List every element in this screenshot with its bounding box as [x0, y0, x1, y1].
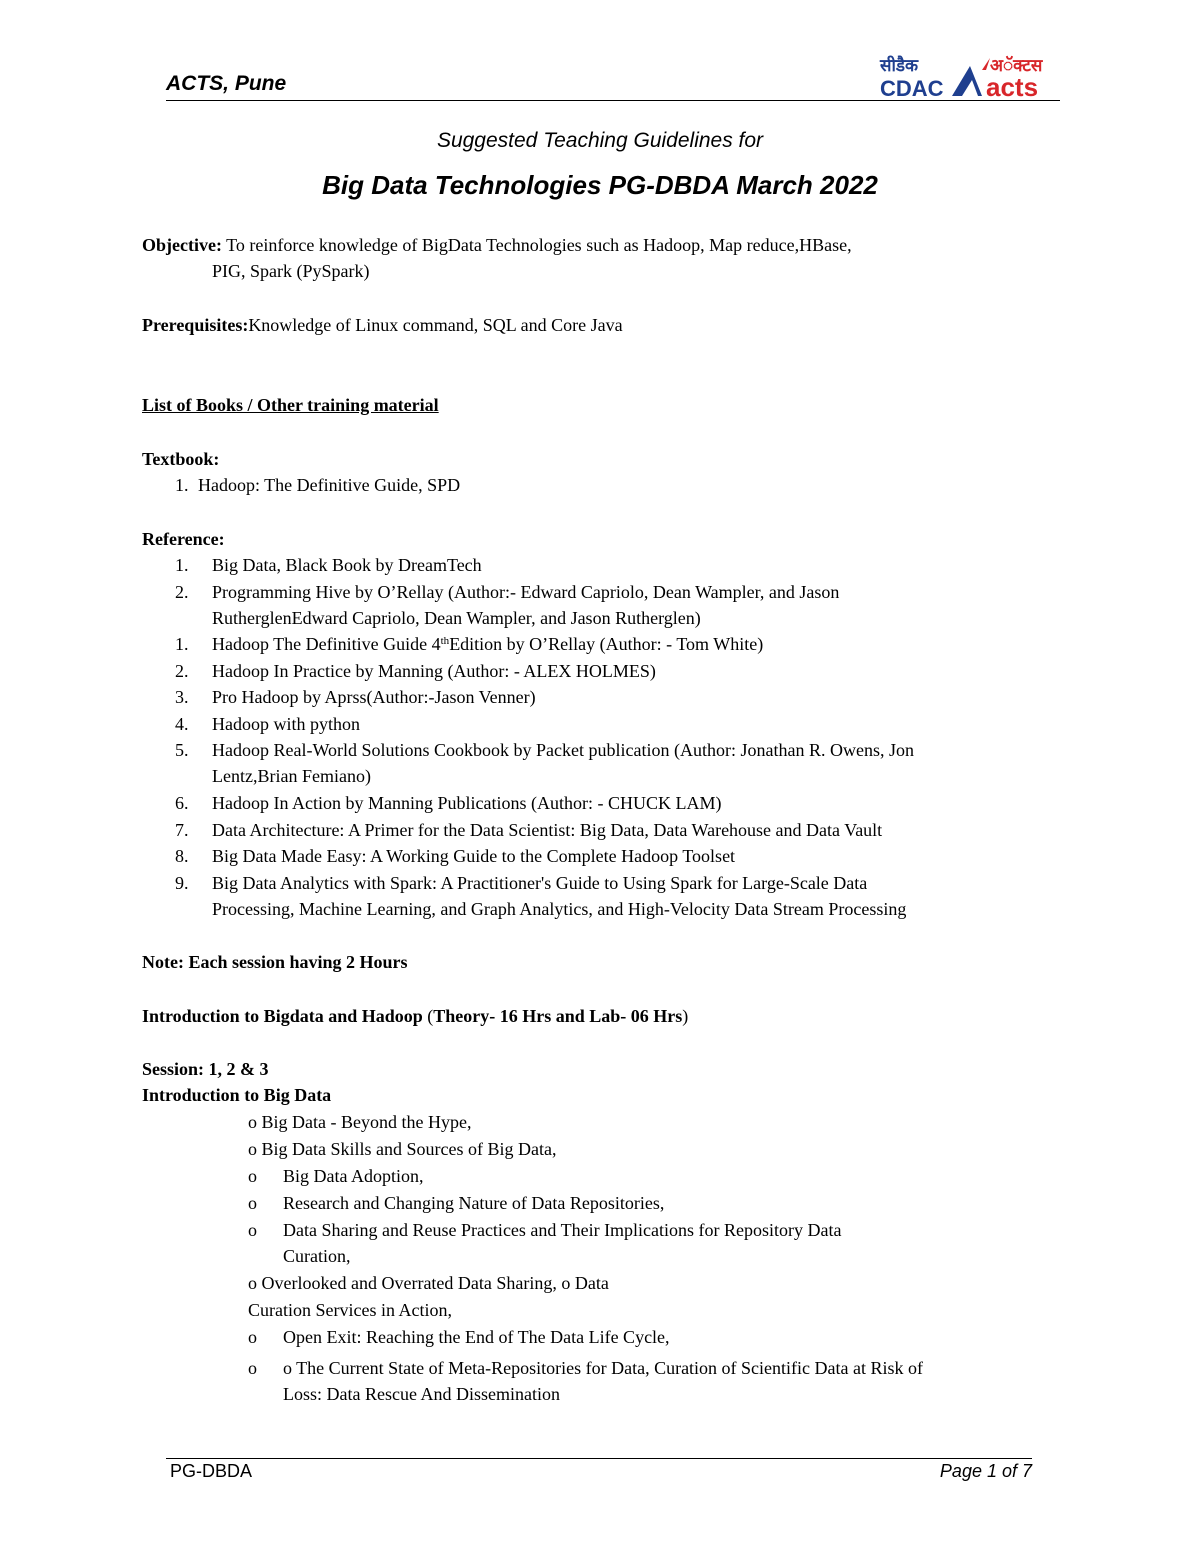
cdac-acts-logo — [878, 52, 1062, 100]
bullet-mark: o — [248, 1358, 257, 1378]
reference-item: Hadoop The Definitive Guide 4thEdition by O’Rellay (Author: - Tom White) — [212, 634, 764, 654]
bullet-item: o Big Data Skills and Sources of Big Data, — [248, 1139, 557, 1159]
logo-cdac: CDAC — [880, 76, 944, 100]
reference-item: Hadoop In Practice by Manning (Author: - ALEX HOLMES) — [212, 661, 656, 681]
bullet-mark: o — [248, 1193, 257, 1213]
reference-item: Pro Hadoop by Aprss(Author:-Jason Venner) — [212, 687, 536, 707]
reference-num: 2. — [175, 582, 189, 602]
bullet-item-cont: Curation, — [283, 1246, 351, 1266]
footer-divider — [166, 1458, 1032, 1459]
reference-num: 1. — [175, 555, 189, 575]
reference-item: Hadoop Real-World Solutions Cookbook by Packet publication (Author: Jonathan R. Owens, Jon — [212, 740, 914, 760]
footer-course: PG-DBDA — [170, 1461, 253, 1481]
logo-acts: acts — [986, 72, 1039, 100]
document-title: Big Data Technologies PG-DBDA March 2022 — [322, 170, 878, 200]
textbook-item: Hadoop: The Definitive Guide, SPD — [198, 475, 461, 495]
logo-cdac-hindi: सीडैक — [880, 56, 919, 76]
reference-num: 9. — [175, 873, 189, 893]
session-note: Note: Each session having 2 Hours — [142, 952, 408, 972]
module-heading: Introduction to Bigdata and Hadoop (Theory- 16 Hrs and Lab- 06 Hrs) — [142, 1006, 689, 1026]
header-divider — [166, 100, 1060, 101]
bullet-item: Open Exit: Reaching the End of The Data Life Cycle, — [283, 1327, 670, 1347]
reference-item-cont: Lentz,Brian Femiano) — [212, 766, 371, 786]
session-label: Session: 1, 2 & 3 — [142, 1059, 269, 1079]
textbook-label: Textbook: — [142, 449, 220, 469]
reference-num: 8. — [175, 846, 189, 866]
reference-item: Programming Hive by O’Rellay (Author:- Edward Capriolo, Dean Wampler, and Jason — [212, 582, 840, 602]
reference-label: Reference: — [142, 529, 225, 549]
module-hours: Theory- 16 Hrs and Lab- 06 Hrs — [433, 1006, 683, 1026]
header-title: ACTS, Pune — [166, 72, 287, 95]
prerequisites-text: Knowledge of Linux command, SQL and Core Java — [248, 315, 623, 335]
reference-num: 4. — [175, 714, 189, 734]
objective-line-1 — [142, 232, 852, 258]
reference-item: Big Data Made Easy: A Working Guide to the Complete Hadoop Toolset — [212, 846, 736, 866]
reference-item: Big Data, Black Book by DreamTech — [212, 555, 482, 575]
bullet-item: Research and Changing Nature of Data Repositories, — [283, 1193, 665, 1213]
session-topic: Introduction to Big Data — [142, 1085, 332, 1105]
bullet-item: Curation Services in Action, — [248, 1300, 452, 1320]
objective-line-2: PIG, Spark (PySpark) — [212, 261, 370, 281]
bullet-item-cont: Loss: Data Rescue And Dissemination — [283, 1384, 560, 1404]
bullet-mark: o — [248, 1220, 257, 1240]
objective-label: Objective: — [142, 235, 222, 255]
objective-text: To reinforce knowledge of BigData Technologies such as Hadoop, Map reduce,HBase, — [226, 235, 852, 255]
bullet-item: Data Sharing and Reuse Practices and Their Implications for Repository Data — [283, 1220, 842, 1240]
reference-item: Big Data Analytics with Spark: A Practitioner's Guide to Using Spark for Large-Scale Data — [212, 873, 868, 893]
reference-num: 6. — [175, 793, 189, 813]
reference-num: 1. — [175, 634, 189, 654]
reference-num: 3. — [175, 687, 189, 707]
textbook-item-num: 1. — [175, 475, 189, 495]
reference-item-cont: RutherglenEdward Capriolo, Dean Wampler, and Jason Rutherglen) — [212, 608, 701, 628]
books-heading: List of Books / Other training material — [142, 395, 439, 415]
prerequisites — [142, 312, 623, 338]
bullet-item: Big Data Adoption, — [283, 1166, 424, 1186]
module-title: Introduction to Bigdata and Hadoop — [142, 1006, 423, 1026]
reference-num: 5. — [175, 740, 189, 760]
reference-item: Hadoop with python — [212, 714, 360, 734]
bullet-item: o Overlooked and Overrated Data Sharing, o Data — [248, 1273, 609, 1293]
reference-num: 2. — [175, 661, 189, 681]
bullet-item: o Big Data - Beyond the Hype, — [248, 1112, 472, 1132]
reference-item: Hadoop In Action by Manning Publications (Author: - CHUCK LAM) — [212, 793, 722, 813]
prerequisites-label: Prerequisites: — [142, 315, 249, 335]
document-subtitle: Suggested Teaching Guidelines for — [436, 129, 764, 152]
bullet-mark: o — [248, 1166, 257, 1186]
bullet-item: o The Current State of Meta-Repositories for Data, Curation of Scientific Data at Risk of — [283, 1358, 924, 1378]
bullet-mark: o — [248, 1327, 257, 1347]
page-number: Page 1 of 7 — [939, 1461, 1032, 1481]
reference-item: Data Architecture: A Primer for the Data Scientist: Big Data, Data Warehouse and Data Vault — [212, 820, 883, 840]
reference-num: 7. — [175, 820, 189, 840]
logo-acts-hindi: अॅक्टस — [990, 56, 1043, 76]
reference-item-cont: Processing, Machine Learning, and Graph Analytics, and High-Velocity Data Stream Processing — [212, 899, 907, 919]
